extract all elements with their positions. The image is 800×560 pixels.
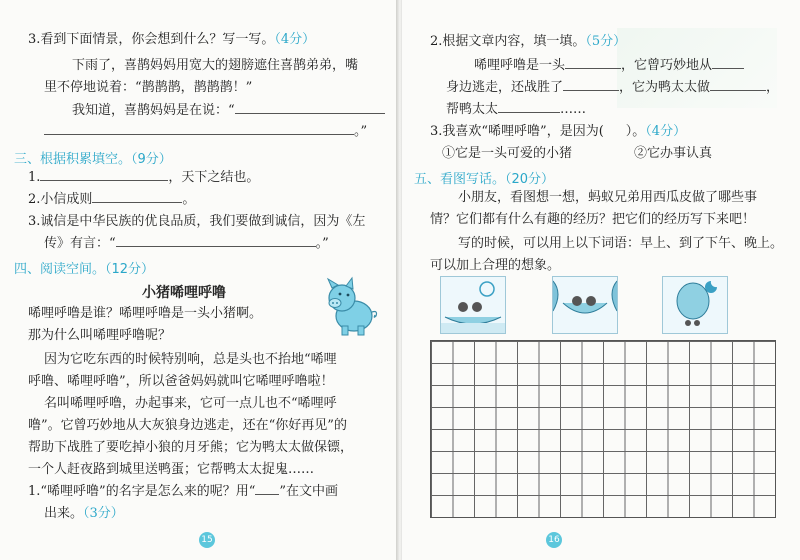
writing-grid[interactable]	[430, 340, 776, 518]
question-2-line-1: 唏哩呼噜是一头 ，它曾巧妙地从	[474, 58, 744, 74]
answer-blank[interactable]	[92, 202, 182, 203]
option-2: ②它办事认真	[634, 146, 713, 161]
section-4-heading: 四、阅读空间。（12分）	[14, 262, 155, 277]
question-3-prompt: 3.看到下面情景，你会想到什么？写一写。（4分）	[28, 32, 316, 47]
writing-instruction-3: 写的时候，可以用上以下词语：早上、到了下午、晚上。	[458, 236, 784, 251]
answer-blank[interactable]	[563, 90, 619, 91]
question-1-prompt: 1.“唏哩呼噜”的名字是怎么来的呢？用“ ”在文中画	[28, 484, 338, 499]
answer-blank[interactable]	[498, 112, 560, 113]
question-3-prompt: 3.我喜欢“唏哩呼噜”，是因为( ）。（4分）	[430, 124, 687, 139]
left-page	[0, 0, 398, 560]
story-paragraph-3-line-1: 因为它吃东西的时候特别响，总是头也不抬地“唏哩	[44, 352, 337, 367]
fill-item-3-line-1: 3.诚信是中华民族的优良品质，我们要做到诚信，因为《左	[28, 214, 366, 229]
answer-blank[interactable]	[44, 134, 354, 135]
story-paragraph-4-line-2: 噜”。它曾巧妙地从大灰狼身边逃走，还在“你好再见”的	[28, 418, 347, 433]
ants-watermelon-balloon-image	[663, 277, 727, 333]
answer-blank[interactable]	[235, 113, 385, 114]
picture-panel-morning	[440, 276, 506, 334]
page-number-badge: 15	[199, 532, 215, 548]
answer-blank[interactable]	[712, 68, 744, 69]
scene-line-3: 我知道，喜鹊妈妈是在说：“	[72, 103, 385, 119]
question-2-line-2: 身边逃走，还战胜了 ，它为鸭太太做 ，	[446, 80, 780, 95]
picture-panel-afternoon	[552, 276, 618, 334]
fill-item-3-line-2: 传》有言：“ 。”	[44, 236, 329, 251]
answer-blank[interactable]	[116, 246, 316, 247]
fill-item-2: 2.小信成则 。	[28, 192, 196, 207]
section-5-heading: 五、看图写话。（20分）	[414, 172, 555, 187]
writing-instruction-4: 可以加上合理的想象。	[430, 258, 561, 273]
scene-line-1: 下雨了，喜鹊妈妈用宽大的翅膀遮住喜鹊弟弟，嘴	[72, 58, 359, 73]
story-paragraph-4-line-1: 名叫唏哩呼噜，办起事来，它可一点儿也不“唏哩呼	[44, 396, 337, 411]
pig-illustration	[320, 276, 382, 338]
picture-panel-evening	[662, 276, 728, 334]
option-1: ①它是一头可爱的小猪	[442, 146, 573, 161]
right-page	[402, 0, 800, 560]
writing-instruction-2: 情？它们都有什么有趣的经历？把它们的经历写下来吧！	[430, 212, 756, 227]
scene-line-4: 。”	[44, 124, 367, 140]
story-paragraph-3-line-2: 呼噜、唏哩呼噜”，所以爸爸妈妈就叫它唏哩呼噜啦！	[28, 374, 334, 389]
question-1-line-2: 出来。（3分）	[44, 506, 124, 521]
scene-line-2: 里不停地说着：“鹊鹊鹊，鹊鹊鹊！”	[44, 80, 253, 95]
section-3-heading: 三、根据积累填空。（9分）	[14, 152, 172, 167]
answer-blank[interactable]	[710, 90, 766, 91]
question-2-prompt: 2.根据文章内容，填一填。（5分）	[430, 34, 627, 49]
ants-watermelon-hammock-image	[553, 277, 617, 333]
story-paragraph-4-line-3: 帮助下战胜了要吃掉小狼的月牙熊；它为鸭太太做保镖，	[28, 440, 354, 455]
ants-in-watermelon-boat-image	[441, 277, 505, 333]
question-2-line-3: 帮鸭太太 ……	[446, 102, 587, 117]
fill-item-1: 1. ，天下之结也。	[28, 170, 260, 185]
story-paragraph-2: 那为什么叫唏哩呼噜呢？	[28, 328, 172, 343]
story-title: 小猪唏哩呼噜	[142, 285, 226, 301]
answer-blank[interactable]	[40, 180, 168, 181]
page-number-badge: 16	[546, 532, 562, 548]
answer-blank[interactable]	[565, 68, 621, 69]
story-paragraph-1: 唏哩呼噜是谁？唏哩呼噜是一头小猪啊。	[28, 306, 263, 321]
writing-instruction-1: 小朋友，看图想一想，蚂蚁兄弟用西瓜皮做了哪些事	[458, 190, 758, 205]
story-paragraph-4-line-4: 一个人赶夜路到城里送鸭蛋；它帮鸭太太捉鬼……	[28, 462, 315, 477]
answer-blank[interactable]	[255, 494, 279, 495]
